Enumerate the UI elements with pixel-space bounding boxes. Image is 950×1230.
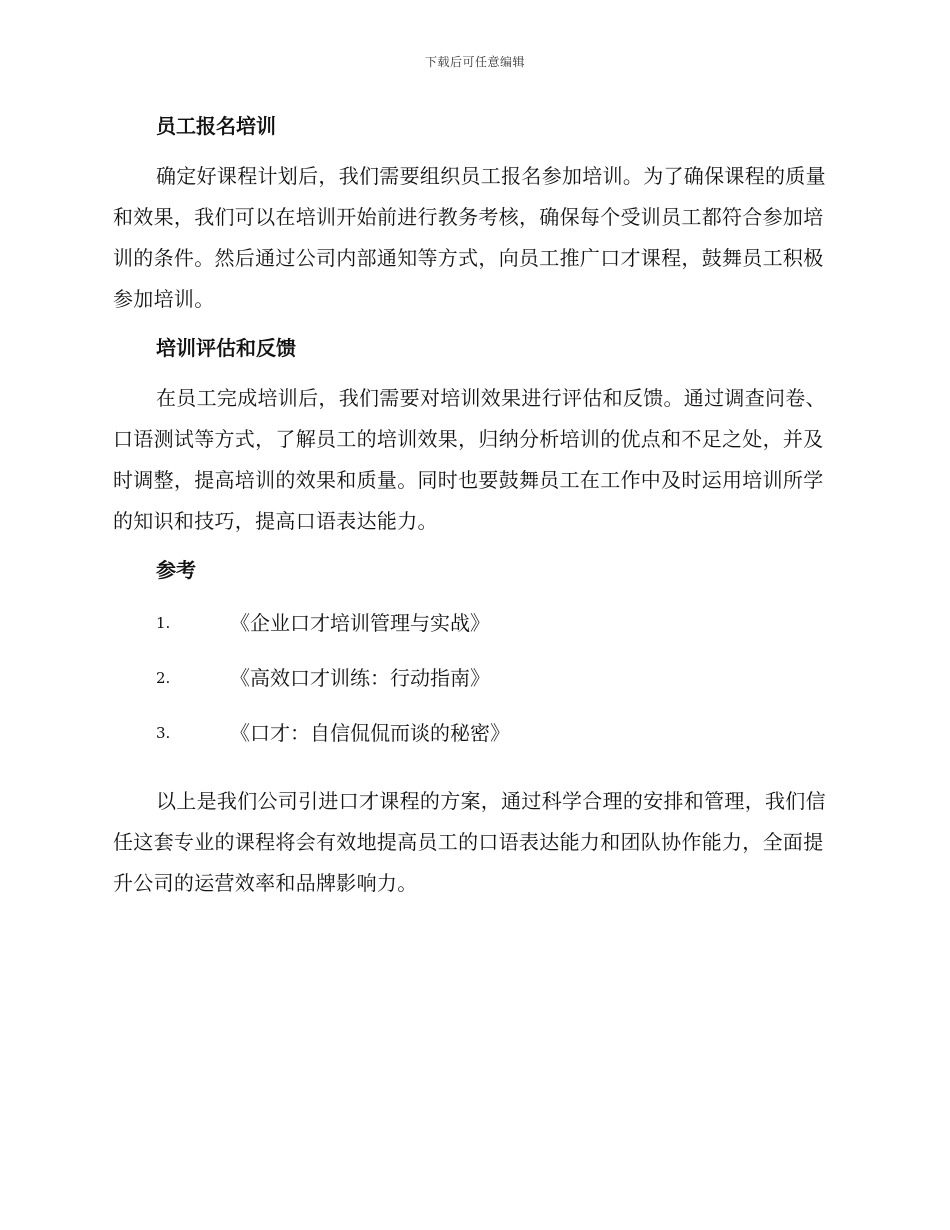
page-header: 下载后可任意编辑 bbox=[424, 55, 525, 69]
list-item bbox=[113, 608, 833, 663]
reference-title: 《企业口才培训管理与实战》 bbox=[230, 611, 490, 635]
conclusion-paragraph: 以上是我们公司引进口才课程的方案，通过科学合理的安排和管理，我们信任这套专业的课程将会有效地提高员工的口语表达能力和团队协作能力，全面提升公司的运营效率和品牌影响力。 bbox=[113, 789, 826, 895]
list-item bbox=[113, 718, 833, 773]
section-paragraph-enrollment: 确定好课程计划后，我们需要组织员工报名参加培训。为了确保课程的质量和效果，我们可以在培训开始前进行教务考核，确保每个受训员工都符合参加培训的条件。然后通过公司内部通知等方式，向员工推广口才课程，鼓舞员工积极参加培训。 bbox=[113, 164, 826, 311]
document-body bbox=[113, 112, 833, 918]
reference-title: 《口才：自信侃侃而谈的秘密》 bbox=[230, 721, 510, 745]
reference-number: 3. bbox=[156, 724, 171, 742]
references-list bbox=[113, 608, 833, 773]
reference-title: 《高效口才训练：行动指南》 bbox=[230, 666, 490, 690]
references-heading: 参考 bbox=[156, 558, 196, 582]
section-paragraph-evaluation: 在员工完成培训后，我们需要对培训效果进行评估和反馈。通过调查问卷、口语测试等方式，了解员工的培训效果，归纳分析培训的优点和不足之处，并及时调整，提高培训的效果和质量。同时也要鼓舞员工在工作中及时运用培训所学的知识和技巧，提高口语表达能力。 bbox=[113, 386, 826, 533]
section-heading-evaluation: 培训评估和反馈 bbox=[156, 336, 296, 360]
section-heading-enrollment: 员工报名培训 bbox=[156, 114, 276, 138]
reference-number: 2. bbox=[156, 669, 171, 687]
list-item bbox=[113, 663, 833, 718]
reference-number: 1. bbox=[156, 614, 171, 632]
